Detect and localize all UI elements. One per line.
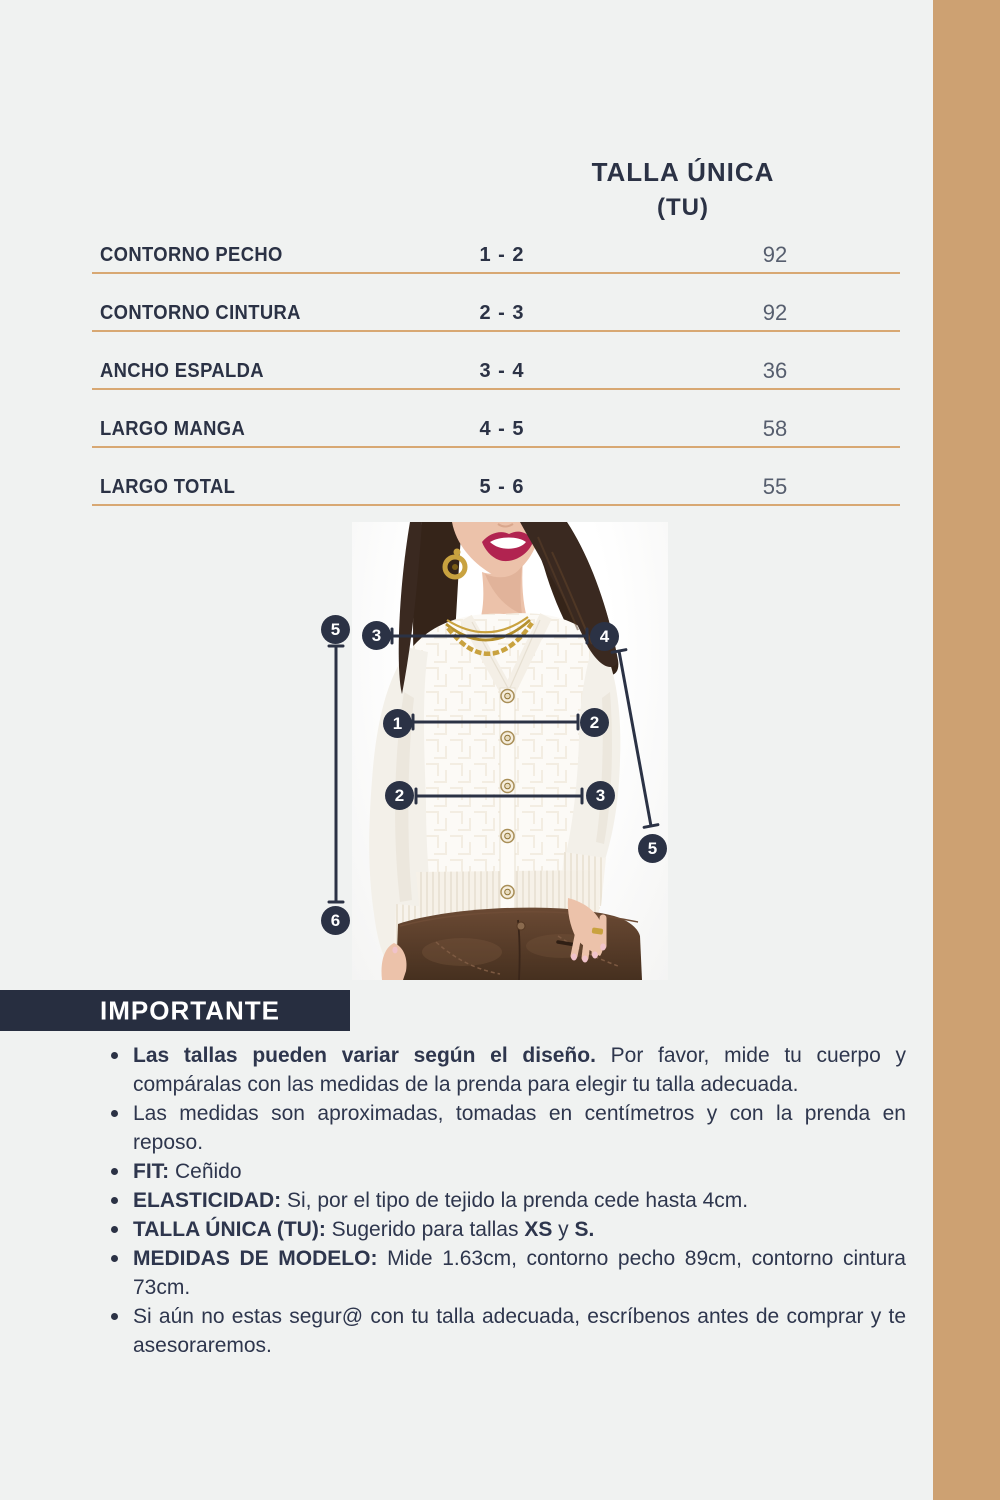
- note-item: [100, 1157, 906, 1186]
- column-header-title: TALLA ÚNICA: [591, 157, 775, 187]
- size-row-range: 4 - 5: [479, 418, 525, 440]
- note-item: [100, 1041, 906, 1099]
- model-illustration: [352, 522, 668, 980]
- size-row-range: 1 - 2: [479, 244, 525, 266]
- note-segment: Sugerido para tallas: [325, 1218, 525, 1241]
- size-row-value: 55: [762, 474, 788, 499]
- size-row-value: 58: [762, 416, 788, 441]
- note-segment: Mide 1.63cm, contorno pecho 89cm, contorno cintura 73cm.: [133, 1247, 906, 1299]
- measure-badge-3: 3: [362, 621, 391, 650]
- notes-list: [100, 1041, 906, 1360]
- size-row-range: 2 - 3: [479, 302, 525, 324]
- size-row-label: CONTORNO CINTURA: [100, 302, 301, 324]
- note-segment: MEDIDAS DE MODELO:: [133, 1247, 378, 1270]
- size-row-label: LARGO MANGA: [100, 418, 246, 440]
- note-segment: ELASTICIDAD:: [133, 1189, 282, 1212]
- size-row-label: ANCHO ESPALDA: [100, 360, 264, 382]
- size-row-range: 3 - 4: [479, 360, 525, 382]
- note-segment: XS: [524, 1218, 553, 1241]
- measure-badge-6: 6: [321, 906, 350, 935]
- note-segment: Si, por el tipo de tejido la prenda cede hasta 4cm.: [281, 1189, 749, 1212]
- size-row-label: LARGO TOTAL: [100, 476, 236, 498]
- note-item: [100, 1099, 906, 1157]
- note-item: [100, 1244, 906, 1302]
- note-item: [100, 1302, 906, 1360]
- size-row-range: 5 - 6: [479, 476, 525, 498]
- size-row-value: 36: [762, 358, 788, 383]
- column-header-subtitle: (TU): [657, 194, 709, 221]
- measure-badge-2b: 2: [385, 781, 414, 810]
- note-segment: Si aún no estas segur@ con tu talla adecuada, escríbenos antes de comprar y te asesoraremos.: [133, 1305, 906, 1357]
- note-item: [100, 1186, 906, 1215]
- important-banner: [0, 990, 350, 1031]
- note-segment: FIT:: [133, 1160, 170, 1183]
- note-segment: TALLA ÚNICA (TU):: [133, 1218, 326, 1241]
- note-segment: Por favor, mide tu cuerpo y compáralas con las medidas de la prenda para elegir tu talla adecuada.: [133, 1044, 906, 1096]
- note-segment: y: [552, 1218, 575, 1241]
- measure-badge-4: 4: [590, 622, 619, 651]
- note-segment: Ceñido: [169, 1160, 242, 1183]
- measure-badge-2: 2: [580, 708, 609, 737]
- measure-badge-3b: 3: [586, 781, 615, 810]
- important-banner-label: IMPORTANTE: [100, 995, 280, 1025]
- size-row-label: CONTORNO PECHO: [100, 244, 283, 266]
- note-segment: S.: [574, 1218, 595, 1241]
- size-row-value: 92: [762, 300, 788, 325]
- note-segment: Las medidas son aproximadas, tomadas en centímetros y con la prenda en reposo.: [133, 1102, 906, 1154]
- model-photo: [352, 522, 668, 980]
- measure-badge-5: 5: [321, 615, 350, 644]
- note-item: [100, 1215, 906, 1244]
- measure-badge-5b: 5: [638, 834, 667, 863]
- note-segment: Las tallas pueden variar según el diseño.: [133, 1044, 596, 1067]
- size-row-value: 92: [762, 242, 788, 267]
- measure-badge-1: 1: [383, 709, 412, 738]
